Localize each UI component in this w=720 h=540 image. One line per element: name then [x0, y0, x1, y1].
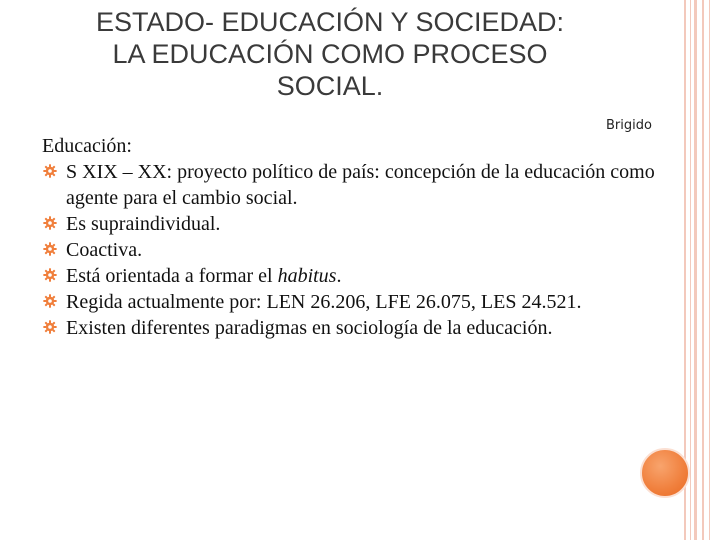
list-item-emphasis: habitus [277, 265, 337, 287]
sun-gear-icon [43, 164, 57, 178]
list-item-text: Existen diferentes paradigmas en sociología de la educación. [66, 317, 553, 339]
list-item [42, 159, 662, 211]
decor-stripe [690, 0, 691, 540]
slide-content [42, 133, 662, 341]
list-item-text: Es supraindividual. [66, 213, 221, 235]
decor-stripe [709, 0, 710, 540]
list-item [42, 237, 662, 263]
sun-gear-icon [43, 294, 57, 308]
decor-stripe [702, 0, 704, 540]
list-item-text: Regida actualmente por: LEN 26.206, LFE 26.075, LES 24.521. [66, 291, 582, 313]
sun-gear-icon [43, 268, 57, 282]
list-item-text: S XIX – XX: proyecto político de país: concepción de la educación como agente para el cambio social. [66, 161, 655, 209]
list-item-text: Coactiva. [66, 239, 143, 261]
list-item [42, 263, 662, 289]
slide-title [40, 6, 620, 102]
list-item-text: Está orientada a formar el [66, 265, 278, 287]
list-item-text: . [336, 265, 342, 287]
content-heading: Educación: [42, 135, 132, 157]
sun-gear-icon [43, 216, 57, 230]
author-label: Brigido [606, 118, 652, 133]
title-line: LA EDUCACIÓN COMO PROCESO [112, 39, 548, 69]
decor-stripe [694, 0, 697, 540]
sun-gear-icon [43, 242, 57, 256]
sun-gear-icon [43, 320, 57, 334]
list-item [42, 315, 662, 341]
bullet-list [42, 159, 662, 341]
list-item [42, 289, 662, 315]
list-item [42, 211, 662, 237]
title-line: SOCIAL. [276, 71, 384, 101]
title-line: ESTADO- EDUCACIÓN Y SOCIEDAD: [95, 7, 565, 37]
decor-circle [640, 448, 690, 498]
